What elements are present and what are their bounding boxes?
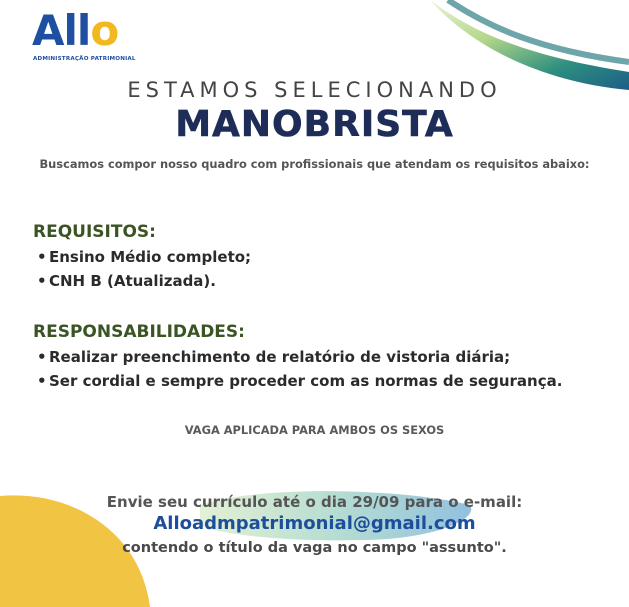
list-item — [37, 369, 562, 393]
requisitos-heading: REQUISITOS: — [33, 222, 156, 242]
list-item-text: Ensino Médio completo; — [49, 248, 252, 266]
intro-text: Buscamos compor nosso quadro com profissionais que atendam os requisitos abaixo: — [39, 157, 590, 171]
list-item-text: CNH B (Atualizada). — [49, 272, 216, 290]
responsabilidades-heading: RESPONSABILIDADES: — [33, 322, 245, 342]
responsabilidades-list — [37, 345, 562, 393]
bullet-icon: • — [37, 272, 47, 290]
logo-letter-a: A — [32, 6, 64, 55]
bullet-icon: • — [37, 348, 47, 366]
contact-email[interactable]: Alloadmpatrimonial@gmail.com — [153, 513, 476, 534]
list-item-text: Ser cordial e sempre proceder com as normas de segurança. — [49, 372, 563, 390]
cta-instruction: Envie seu currículo até o dia 29/09 para o e-mail: — [106, 493, 523, 511]
logo-letters-ll: ll — [63, 6, 91, 55]
top-right-swoosh — [430, 0, 629, 90]
list-item — [37, 269, 251, 293]
list-item — [37, 345, 562, 369]
bullet-icon: • — [37, 372, 47, 390]
list-item — [37, 245, 251, 269]
logo-letter-o: o — [90, 6, 119, 55]
requisitos-list — [37, 245, 251, 293]
cta-subject-note: contendo o título da vaga no campo "assunto". — [122, 540, 507, 556]
job-title: MANOBRISTA — [175, 104, 454, 145]
bullet-icon: • — [37, 248, 47, 266]
vacancy-note: VAGA APLICADA PARA AMBOS OS SEXOS — [184, 423, 445, 437]
logo-subtitle: ADMINISTRAÇÃO PATRIMONIAL — [33, 56, 136, 62]
list-item-text: Realizar preenchimento de relatório de vistoria diária; — [49, 348, 511, 366]
allo-logo — [32, 6, 136, 66]
pretitle: ESTAMOS SELECIONANDO — [127, 78, 502, 102]
logo-wordmark — [32, 6, 118, 56]
